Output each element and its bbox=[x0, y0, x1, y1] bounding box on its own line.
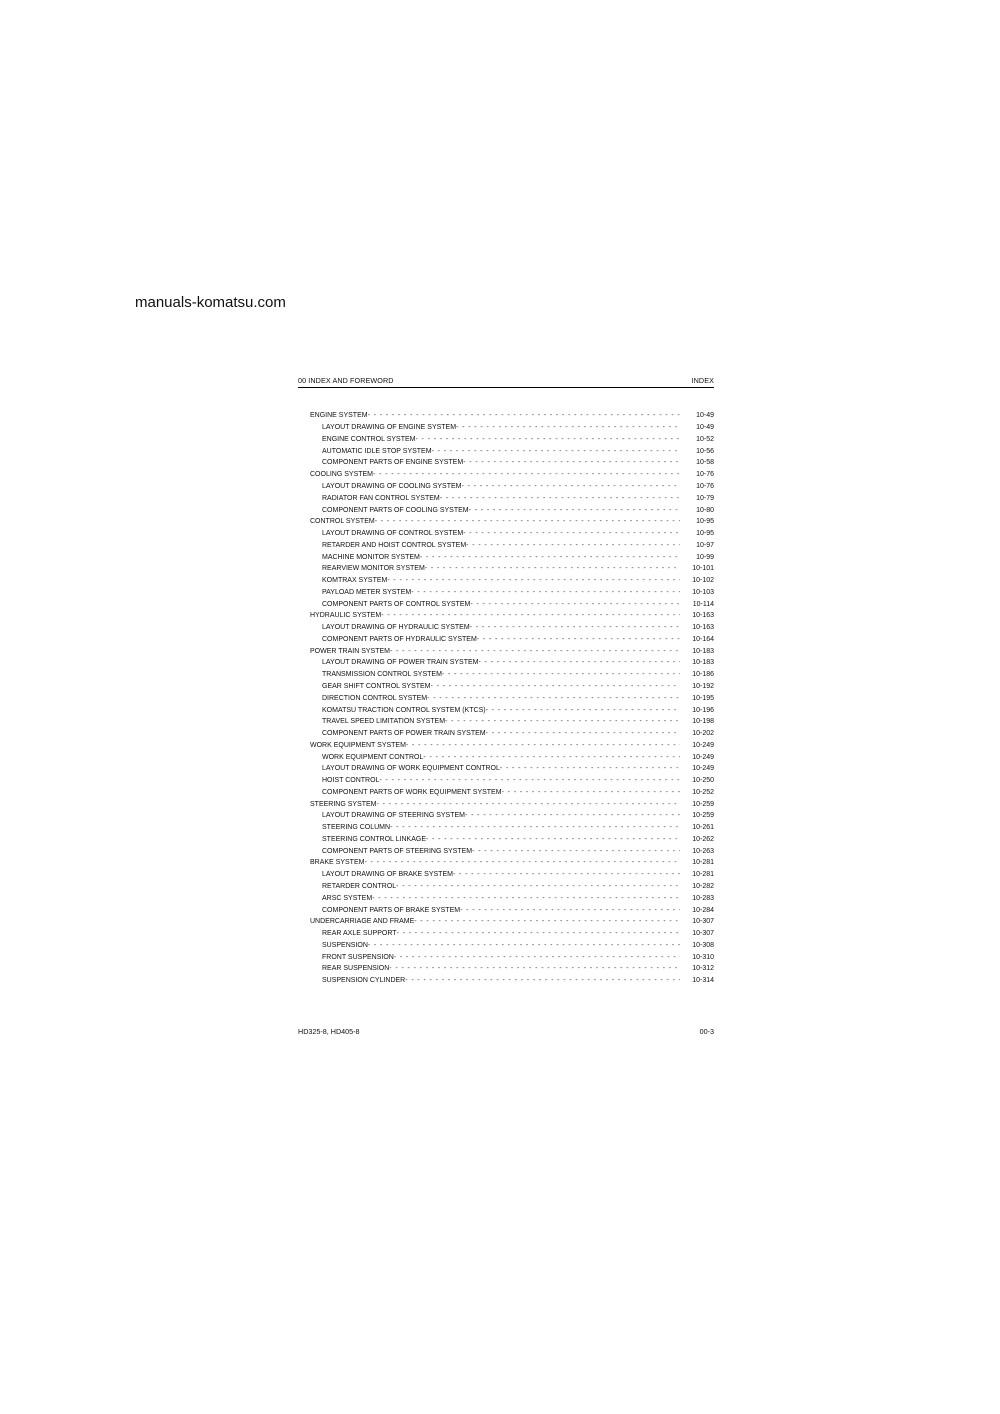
toc-subentry[interactable] bbox=[310, 445, 714, 457]
toc-subentry[interactable] bbox=[310, 551, 714, 563]
toc-entry-title: HOIST CONTROL bbox=[322, 777, 380, 785]
toc-entry-title: STEERING CONTROL LINKAGE bbox=[322, 835, 426, 843]
dot-leader bbox=[396, 883, 680, 890]
toc-entry-page: 10-56 bbox=[696, 447, 714, 455]
toc-entry-page: 10-284 bbox=[692, 906, 714, 914]
toc-entry-page: 10-259 bbox=[692, 800, 714, 808]
toc-entry-title: GEAR SHIFT CONTROL SYSTEM bbox=[322, 682, 431, 690]
toc-entry-page: 10-282 bbox=[692, 883, 714, 890]
toc-entry-title: TRANSMISSION CONTROL SYSTEM bbox=[322, 671, 442, 679]
toc-entry-title: LAYOUT DRAWING OF POWER TRAIN SYSTEM bbox=[322, 659, 479, 667]
toc-subentry[interactable] bbox=[310, 457, 714, 469]
toc-entry-title: LAYOUT DRAWING OF WORK EQUIPMENT CONTROL bbox=[322, 765, 500, 773]
toc-entry[interactable] bbox=[310, 916, 714, 928]
toc-subentry[interactable] bbox=[310, 951, 714, 963]
toc-entry-page: 10-101 bbox=[692, 565, 714, 573]
toc-entry-title: LAYOUT DRAWING OF ENGINE SYSTEM bbox=[322, 424, 457, 432]
dot-leader bbox=[426, 836, 680, 843]
toc-entry-page: 10-250 bbox=[692, 777, 714, 785]
toc-entry-title: CONTROL SYSTEM bbox=[310, 518, 375, 526]
toc-entry-title: SUSPENSION CYLINDER bbox=[322, 977, 406, 985]
toc-entry-page: 10-307 bbox=[692, 930, 714, 938]
toc-entry-title: LAYOUT DRAWING OF HYDRAULIC SYSTEM bbox=[322, 624, 470, 632]
dot-leader bbox=[486, 707, 680, 714]
toc-entry[interactable] bbox=[310, 610, 714, 622]
toc-entry-title: MACHINE MONITOR SYSTEM bbox=[322, 553, 420, 561]
toc-subentry[interactable] bbox=[310, 681, 714, 693]
toc-entry-title: WORK EQUIPMENT CONTROL bbox=[322, 753, 424, 761]
dot-leader bbox=[411, 589, 680, 596]
toc-entry-page: 10-79 bbox=[696, 494, 714, 502]
toc-entry-title: COOLING SYSTEM bbox=[310, 471, 374, 479]
dot-leader bbox=[389, 965, 680, 972]
dot-leader bbox=[431, 683, 680, 690]
toc-entry-title: COMPONENT PARTS OF COOLING SYSTEM bbox=[322, 506, 469, 514]
toc-entry-page: 10-198 bbox=[692, 718, 714, 726]
dot-leader bbox=[442, 671, 680, 678]
dot-leader bbox=[368, 942, 680, 949]
toc-entry-title: WORK EQUIPMENT SYSTEM bbox=[310, 741, 406, 749]
toc-entry-page: 10-310 bbox=[692, 953, 714, 961]
toc-entry[interactable] bbox=[310, 645, 714, 657]
toc-subentry[interactable] bbox=[310, 728, 714, 740]
dot-leader bbox=[500, 765, 680, 772]
toc-entry-page: 10-103 bbox=[692, 588, 714, 596]
toc-entry-page: 10-52 bbox=[696, 435, 714, 443]
table-of-contents bbox=[310, 410, 714, 987]
toc-entry-title: POWER TRAIN SYSTEM bbox=[310, 647, 390, 655]
toc-entry-page: 10-249 bbox=[692, 765, 714, 773]
toc-entry-title: COMPONENT PARTS OF CONTROL SYSTEM bbox=[322, 600, 471, 608]
toc-entry-title: LAYOUT DRAWING OF BRAKE SYSTEM bbox=[322, 871, 453, 879]
toc-subentry[interactable] bbox=[310, 810, 714, 822]
toc-entry-page: 10-263 bbox=[692, 847, 714, 855]
toc-entry-page: 10-283 bbox=[692, 894, 714, 902]
toc-entry-title: COMPONENT PARTS OF HYDRAULIC SYSTEM bbox=[322, 635, 477, 643]
toc-entry-page: 10-49 bbox=[696, 412, 714, 420]
toc-entry-title: HYDRAULIC SYSTEM bbox=[310, 612, 382, 620]
toc-entry[interactable] bbox=[310, 857, 714, 869]
toc-subentry[interactable] bbox=[310, 669, 714, 681]
toc-entry-title: RETARDER CONTROL bbox=[322, 883, 397, 890]
toc-subentry[interactable] bbox=[310, 622, 714, 634]
dot-leader bbox=[381, 612, 680, 619]
toc-entry-page: 10-114 bbox=[692, 600, 714, 608]
toc-entry-title: UNDERCARRIAGE AND FRAME bbox=[310, 918, 415, 926]
dot-leader bbox=[427, 695, 680, 702]
toc-entry[interactable] bbox=[310, 516, 714, 528]
toc-subentry[interactable] bbox=[310, 869, 714, 881]
toc-entry[interactable] bbox=[310, 798, 714, 810]
toc-entry-title: STEERING SYSTEM bbox=[310, 800, 377, 808]
toc-subentry[interactable] bbox=[310, 481, 714, 493]
toc-entry-title: STEERING COLUMN bbox=[322, 824, 391, 832]
toc-entry-page: 10-163 bbox=[692, 612, 714, 620]
dot-leader bbox=[472, 848, 680, 855]
toc-entry-page: 10-195 bbox=[692, 694, 714, 702]
toc-entry-page: 10-281 bbox=[692, 859, 714, 867]
dot-leader bbox=[368, 412, 680, 419]
toc-entry-page: 10-76 bbox=[696, 471, 714, 479]
toc-entry-page: 10-95 bbox=[696, 530, 714, 538]
toc-entry-title: LAYOUT DRAWING OF COOLING SYSTEM bbox=[322, 482, 462, 490]
dot-leader bbox=[415, 436, 680, 443]
dot-leader bbox=[414, 918, 680, 925]
dot-leader bbox=[394, 954, 680, 961]
toc-entry-title: FRONT SUSPENSION bbox=[322, 953, 394, 961]
dot-leader bbox=[423, 754, 680, 761]
toc-subentry[interactable] bbox=[310, 528, 714, 540]
dot-leader bbox=[397, 930, 680, 937]
toc-subentry[interactable] bbox=[310, 634, 714, 646]
toc-entry-page: 10-80 bbox=[696, 506, 714, 514]
toc-subentry[interactable] bbox=[310, 763, 714, 775]
toc-subentry[interactable] bbox=[310, 575, 714, 587]
toc-entry-title: ENGINE CONTROL SYSTEM bbox=[322, 435, 416, 443]
toc-subentry[interactable] bbox=[310, 492, 714, 504]
toc-entry-page: 10-307 bbox=[692, 918, 714, 926]
toc-subentry[interactable] bbox=[310, 704, 714, 716]
dot-leader bbox=[379, 777, 680, 784]
toc-subentry[interactable] bbox=[310, 904, 714, 916]
dot-leader bbox=[456, 424, 680, 431]
toc-entry-title: RETARDER AND HOIST CONTROL SYSTEM bbox=[322, 541, 467, 549]
toc-entry-page: 10-97 bbox=[696, 541, 714, 549]
header-rule bbox=[298, 387, 714, 388]
dot-leader bbox=[486, 730, 680, 737]
toc-entry-page: 10-164 bbox=[692, 635, 714, 643]
toc-entry-title: REARVIEW MONITOR SYSTEM bbox=[322, 565, 425, 573]
dot-leader bbox=[460, 907, 680, 914]
dot-leader bbox=[470, 601, 680, 608]
toc-subentry[interactable] bbox=[310, 892, 714, 904]
page-header-index: INDEX bbox=[691, 376, 714, 385]
toc-entry-title: COMPONENT PARTS OF WORK EQUIPMENT SYSTEM bbox=[322, 788, 502, 796]
dot-leader bbox=[465, 812, 680, 819]
toc-entry-page: 10-49 bbox=[696, 424, 714, 432]
toc-entry-title: RADIATOR FAN CONTROL SYSTEM bbox=[322, 494, 440, 502]
toc-entry-title: KOMATSU TRACTION CONTROL SYSTEM (KTCS) bbox=[322, 706, 486, 714]
dot-leader bbox=[372, 895, 680, 902]
toc-subentry[interactable] bbox=[310, 539, 714, 551]
toc-subentry[interactable] bbox=[310, 845, 714, 857]
toc-entry[interactable] bbox=[310, 739, 714, 751]
toc-entry-page: 10-183 bbox=[692, 647, 714, 655]
toc-entry-title: PAYLOAD METER SYSTEM bbox=[322, 588, 412, 596]
toc-entry-title: COMPONENT PARTS OF POWER TRAIN SYSTEM bbox=[322, 730, 486, 738]
toc-entry-page: 10-262 bbox=[692, 835, 714, 843]
dot-leader bbox=[470, 624, 680, 631]
toc-subentry[interactable] bbox=[310, 657, 714, 669]
dot-leader bbox=[432, 448, 680, 455]
toc-subentry[interactable] bbox=[310, 504, 714, 516]
toc-entry-page: 10-202 bbox=[692, 730, 714, 738]
toc-subentry[interactable] bbox=[310, 963, 714, 975]
dot-leader bbox=[478, 659, 680, 666]
dot-leader bbox=[420, 554, 680, 561]
dot-leader bbox=[440, 495, 680, 502]
toc-subentry[interactable] bbox=[310, 716, 714, 728]
dot-leader bbox=[462, 483, 681, 490]
dot-leader bbox=[390, 824, 680, 831]
toc-subentry[interactable] bbox=[310, 787, 714, 799]
toc-subentry[interactable] bbox=[310, 563, 714, 575]
toc-subentry[interactable] bbox=[310, 422, 714, 434]
toc-entry-title: LAYOUT DRAWING OF CONTROL SYSTEM bbox=[322, 530, 464, 538]
watermark-link[interactable]: manuals-komatsu.com bbox=[135, 294, 286, 311]
dot-leader bbox=[466, 542, 680, 549]
dot-leader bbox=[373, 471, 680, 478]
toc-entry-page: 10-249 bbox=[692, 753, 714, 761]
toc-entry-title: DIRECTION CONTROL SYSTEM bbox=[322, 694, 428, 702]
toc-entry-page: 10-308 bbox=[692, 941, 714, 949]
toc-subentry[interactable] bbox=[310, 775, 714, 787]
dot-leader bbox=[375, 518, 680, 525]
dot-leader bbox=[453, 871, 680, 878]
toc-entry-page: 10-312 bbox=[692, 965, 714, 973]
toc-subentry[interactable] bbox=[310, 434, 714, 446]
dot-leader bbox=[387, 577, 680, 584]
toc-entry-title: SUSPENSION bbox=[322, 941, 368, 949]
toc-entry-title: KOMTRAX SYSTEM bbox=[322, 577, 388, 585]
toc-entry-title: COMPONENT PARTS OF STEERING SYSTEM bbox=[322, 847, 473, 855]
toc-entry-page: 10-261 bbox=[692, 824, 714, 832]
toc-entry-title: AUTOMATIC IDLE STOP SYSTEM bbox=[322, 447, 432, 455]
toc-entry-page: 10-76 bbox=[696, 482, 714, 490]
dot-leader bbox=[463, 459, 680, 466]
dot-leader bbox=[390, 648, 680, 655]
toc-entry[interactable] bbox=[310, 410, 714, 422]
toc-subentry[interactable] bbox=[310, 928, 714, 940]
toc-entry-page: 10-281 bbox=[692, 871, 714, 879]
toc-subentry[interactable] bbox=[310, 692, 714, 704]
toc-entry-page: 10-259 bbox=[692, 812, 714, 820]
dot-leader bbox=[502, 789, 680, 796]
toc-entry-page: 10-102 bbox=[692, 577, 714, 585]
toc-entry-page: 10-252 bbox=[692, 788, 714, 796]
toc-entry-page: 10-183 bbox=[692, 659, 714, 667]
toc-subentry[interactable] bbox=[310, 939, 714, 951]
toc-entry-title: COMPONENT PARTS OF BRAKE SYSTEM bbox=[322, 906, 461, 914]
toc-subentry[interactable] bbox=[310, 598, 714, 610]
page-number: 00-3 bbox=[699, 1027, 714, 1036]
toc-entry-title: BRAKE SYSTEM bbox=[310, 859, 365, 867]
dot-leader bbox=[377, 801, 680, 808]
toc-subentry[interactable] bbox=[310, 751, 714, 763]
toc-entry-title: REAR AXLE SUPPORT bbox=[322, 930, 397, 938]
toc-subentry[interactable] bbox=[310, 834, 714, 846]
dot-leader bbox=[405, 977, 680, 984]
toc-entry-page: 10-249 bbox=[692, 741, 714, 749]
toc-entry-page: 10-95 bbox=[696, 518, 714, 526]
toc-entry-title: REAR SUSPENSION bbox=[322, 965, 390, 973]
toc-subentry[interactable] bbox=[310, 586, 714, 598]
toc-entry-page: 10-192 bbox=[692, 682, 714, 690]
toc-entry-title: COMPONENT PARTS OF ENGINE SYSTEM bbox=[322, 459, 464, 467]
toc-entry-title: LAYOUT DRAWING OF STEERING SYSTEM bbox=[322, 812, 465, 820]
dot-leader bbox=[445, 718, 680, 725]
section-header: 00 INDEX AND FOREWORD bbox=[298, 376, 394, 385]
toc-entry-page: 10-314 bbox=[692, 977, 714, 985]
dot-leader bbox=[425, 565, 680, 572]
toc-subentry[interactable] bbox=[310, 822, 714, 834]
toc-entry-title: ENGINE SYSTEM bbox=[310, 412, 368, 420]
toc-entry-page: 10-58 bbox=[696, 459, 714, 467]
toc-entry-title: ARSC SYSTEM bbox=[322, 894, 373, 902]
toc-entry-page: 10-186 bbox=[692, 671, 714, 679]
toc-subentry[interactable] bbox=[310, 881, 714, 893]
toc-entry-page: 10-163 bbox=[692, 624, 714, 632]
toc-entry[interactable] bbox=[310, 469, 714, 481]
dot-leader bbox=[406, 742, 680, 749]
model-footer: HD325-8, HD405-8 bbox=[298, 1027, 360, 1036]
dot-leader bbox=[469, 507, 680, 514]
toc-entry-page: 10-196 bbox=[692, 706, 714, 714]
toc-entry-page: 10-99 bbox=[696, 553, 714, 561]
dot-leader bbox=[364, 859, 680, 866]
dot-leader bbox=[463, 530, 680, 537]
dot-leader bbox=[477, 636, 680, 643]
toc-entry-title: TRAVEL SPEED LIMITATION SYSTEM bbox=[322, 718, 446, 726]
toc-subentry[interactable] bbox=[310, 975, 714, 987]
